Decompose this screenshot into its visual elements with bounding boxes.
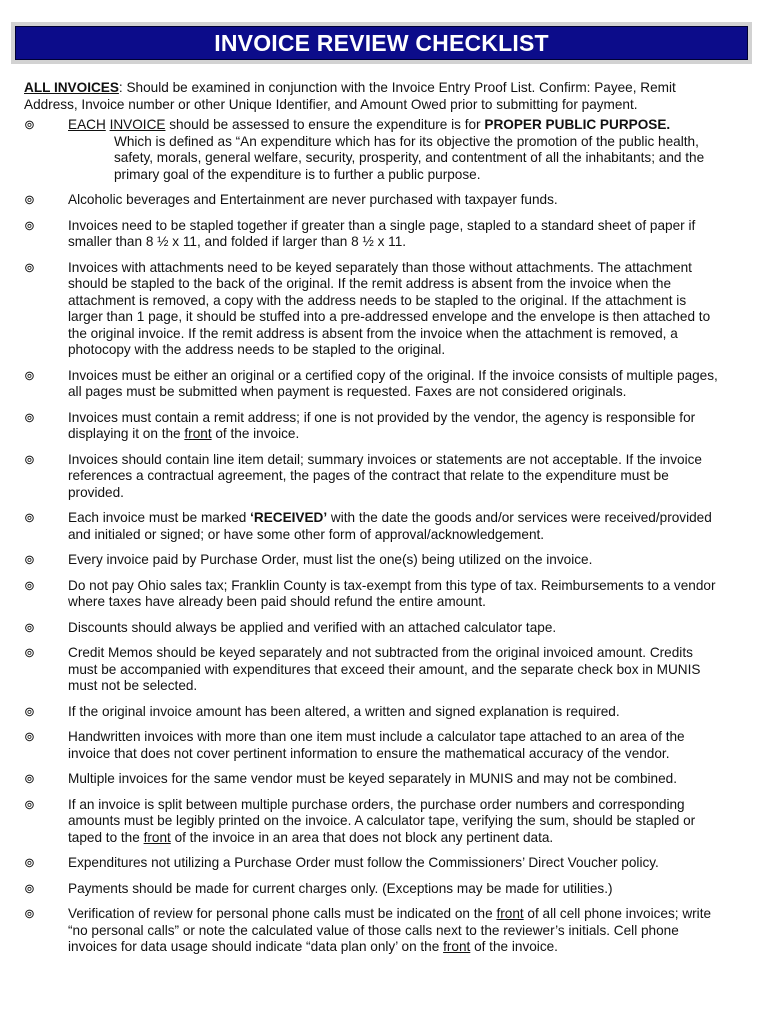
item-text: Do not pay Ohio sales tax; Franklin County is tax-exempt from this type of tax. Reimbursements to a vendor where taxes have already been paid should refund the entire amount. [68, 577, 716, 609]
bullet-icon: ⊚ [24, 577, 35, 593]
intro-paragraph [24, 80, 724, 113]
bullet-icon: ⊚ [24, 880, 35, 896]
bullet-icon: ⊚ [24, 703, 35, 719]
intro-text: : Should be examined in conjunction with the Invoice Entry Proof List. Confirm: Payee, Remit Address, Invoice number or other Unique Identifier, and Amount Owed prior to submitting for payment. [24, 80, 676, 112]
item-text: If the original invoice amount has been altered, a written and signed explanation is required. [68, 703, 620, 719]
list-item [24, 704, 724, 721]
item-text: Invoices should contain line item detail; summary invoices or statements are not acceptable. If the invoice references a contractual agreement, the pages of the contract that relate to the expenditure must be provided. [68, 451, 702, 500]
front-word: front [496, 906, 524, 921]
bullet-icon: ⊚ [24, 192, 35, 207]
bullet-icon: ⊚ [24, 729, 35, 744]
bullet-icon: ⊚ [24, 645, 35, 660]
front-word: front [143, 829, 171, 845]
item-text: Every invoice paid by Purchase Order, must list the one(s) being utilized on the invoice. [68, 552, 593, 567]
bullet-icon: ⊚ [24, 367, 35, 383]
bullet-icon: ⊚ [24, 409, 35, 425]
list-item [24, 510, 724, 543]
proper-public-purpose: PROPER PUBLIC PURPOSE. [484, 117, 671, 132]
item-text: Invoices need to be stapled together if greater than a single page, stapled to a standard sheet of paper if smaller than 8 ½ x 11, and folded if larger than 8 ½ x 11. [68, 217, 696, 249]
list-item [24, 797, 724, 847]
received-word: ‘RECEIVED’ [250, 510, 328, 525]
item-text: of all cell phone invoices; write “no personal calls” or note the calculated value of those calls next to the reviewer’s initials. Cell phone invoices for data usage should indicate “data plan only’ on the [68, 906, 712, 954]
list-item [24, 771, 724, 788]
item-text: with the date the goods and/or services were received/provided and initialed or signed; or have some other form of approval/acknowledgement. [68, 510, 712, 542]
bullet-icon: ⊚ [24, 855, 35, 870]
checklist-content [24, 80, 724, 965]
list-item [24, 578, 724, 611]
bullet-icon: ⊚ [24, 117, 35, 132]
title-banner [11, 22, 752, 64]
item-text: Alcoholic beverages and Entertainment are never purchased with taxpayer funds. [68, 192, 558, 207]
item-text: Invoices with attachments need to be keyed separately than those without attachments. The attachment should be stapled to the back of the original. If the remit address is absent from the invoice when the attachment is removed, a copy with the address needs to be stapled to the original. If the attachment is larger than 1 page, it should be stuffed into a pre-addressed envelope and the envelope is then attached to the original invoice. If the remit address is absent from the invoice when the attachment is removed, a photocopy with the address needs to be stapled to the original. [68, 259, 711, 357]
item-text: Verification of review for personal phone calls must be indicated on the [68, 906, 497, 921]
list-item [24, 855, 724, 872]
list-item [24, 881, 724, 898]
page-title: INVOICE REVIEW CHECKLIST [214, 29, 549, 56]
item-text: Credit Memos should be keyed separately and not subtracted from the original invoiced amount. Credits must be accompanied with expenditures that exceed their amount, and the separate check box in MUNIS must not be selected. [68, 645, 701, 693]
title-box [15, 26, 748, 60]
item-text: of the invoice. [470, 939, 558, 954]
bullet-icon: ⊚ [24, 906, 35, 921]
item-text: Discounts should always be applied and verified with an attached calculator tape. [68, 619, 557, 635]
bullet-icon: ⊚ [24, 451, 35, 467]
bullet-icon: ⊚ [24, 259, 35, 275]
item-text: Invoices must be either an original or a certified copy of the original. If the invoice consists of multiple pages, all pages must be submitted when payment is requested. Faxes are not considered originals. [68, 367, 718, 399]
each-word: EACH [68, 117, 106, 132]
public-purpose-definition: Which is defined as “An expenditure which has for its objective the promotion of the public health, safety, morals, general welfare, security, prosperity, and contentment of all the inhabitants; and the primary goal of the expenditure is to further a public purpose. [114, 133, 705, 182]
list-item [24, 218, 724, 251]
list-item [24, 906, 724, 956]
list-item [24, 117, 724, 183]
item-text: of the invoice. [211, 426, 300, 441]
item-text: Invoices must contain a remit address; if one is not provided by the vendor, the agency is responsible for displaying it on the [68, 409, 696, 441]
item-text: Expenditures not utilizing a Purchase Order must follow the Commissioners’ Direct Voucher policy. [68, 855, 659, 870]
item-text: Each invoice must be marked [68, 510, 251, 525]
bullet-icon: ⊚ [24, 552, 35, 567]
list-item [24, 410, 724, 443]
bullet-icon: ⊚ [24, 619, 35, 635]
list-item [24, 645, 724, 695]
front-word: front [443, 939, 471, 954]
bullet-icon: ⊚ [24, 771, 35, 786]
item-text: Multiple invoices for the same vendor must be keyed separately in MUNIS and may not be combined. [68, 771, 677, 786]
bullet-icon: ⊚ [24, 796, 35, 812]
item-text: of the invoice in an area that does not block any pertinent data. [170, 829, 554, 845]
list-item [24, 368, 724, 401]
bullet-icon: ⊚ [24, 217, 35, 233]
list-item [24, 260, 724, 359]
bullet-icon: ⊚ [24, 510, 35, 525]
intro-label: ALL INVOICES [24, 80, 119, 95]
list-item [24, 452, 724, 502]
front-word: front [184, 426, 212, 441]
list-item [24, 552, 724, 569]
invoice-word: INVOICE [109, 117, 166, 132]
item-text: If an invoice is split between multiple purchase orders, the purchase order numbers and corresponding amounts must be legibly printed on the invoice. A calculator tape, verifying the sum, should be stapled or taped to the [68, 796, 696, 845]
checklist [24, 117, 724, 956]
list-item [24, 729, 724, 762]
item-text: should be assessed to ensure the expenditure is for [165, 117, 485, 132]
item-text: Handwritten invoices with more than one item must include a calculator tape attached to an area of the invoice that does not cover pertinent information to ensure the mathematical accuracy of the vendor. [68, 729, 685, 761]
list-item [24, 192, 724, 209]
list-item [24, 620, 724, 637]
item-text: Payments should be made for current charges only. (Exceptions may be made for utilities.) [68, 880, 613, 896]
